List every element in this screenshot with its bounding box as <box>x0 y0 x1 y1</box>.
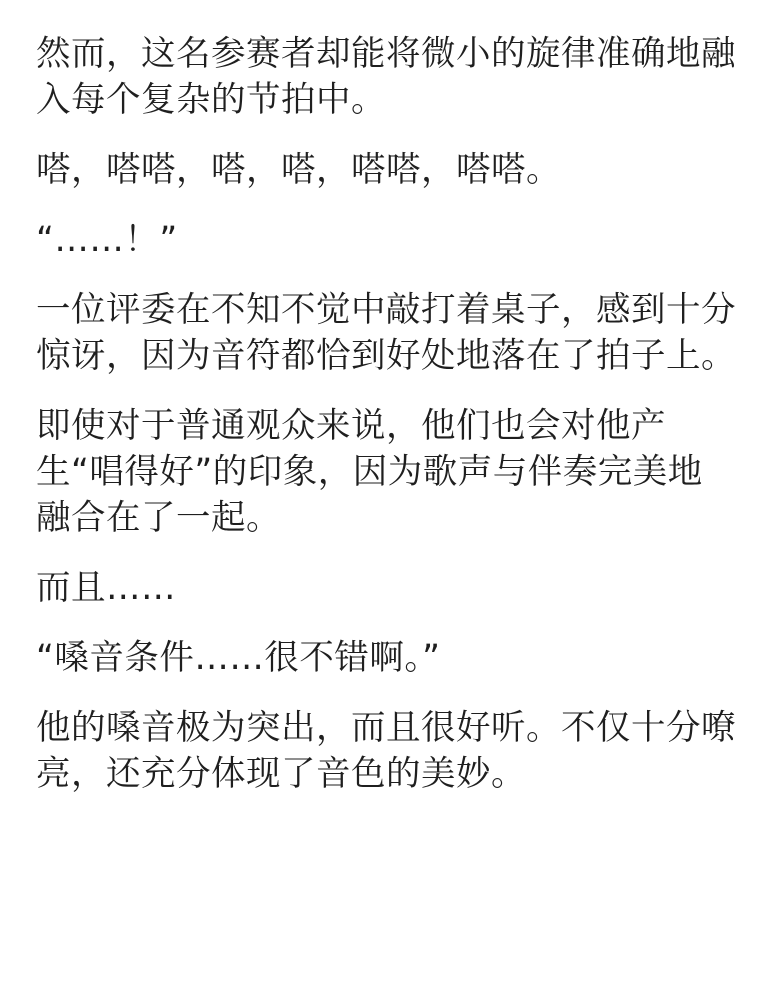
paragraph: 而且…… <box>36 568 176 608</box>
paragraph: 他的嗓音极为突出，而且很好听。不仅十分嘹亮，还充分体现了音色的美妙。 <box>36 708 736 794</box>
paragraph: “嗓音条件……很不错啊。” <box>36 638 441 678</box>
paragraph: 一位评委在不知不觉中敲打着桌子，感到十分惊讶，因为音符都恰到好处地落在了拍子上。 <box>36 290 736 376</box>
paragraph: 嗒，嗒嗒，嗒，嗒，嗒嗒，嗒嗒。 <box>36 150 561 190</box>
article-body <box>36 31 736 821</box>
paragraph: 然而，这名参赛者却能将微小的旋律准确地融入每个复杂的节拍中。 <box>36 34 736 120</box>
paragraph: “……！” <box>36 220 178 260</box>
paragraph: 即使对于普通观众来说，他们也会对他产生“唱得好”的印象，因为歌声与伴奏完美地融合在了一起。 <box>36 406 703 538</box>
